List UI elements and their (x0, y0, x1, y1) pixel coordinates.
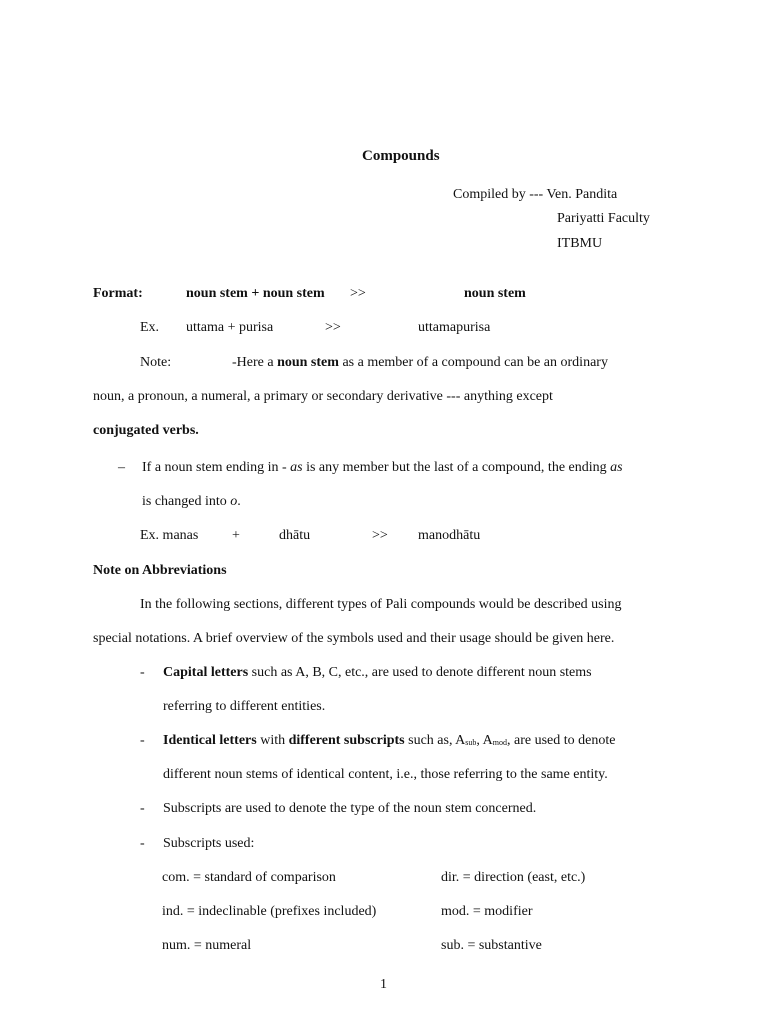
note-line3: conjugated verbs. (93, 423, 199, 438)
note-line2: noun, a pronoun, a numeral, a primary or secondary derivative --- anything except (93, 389, 553, 404)
rule-text: . (237, 494, 241, 509)
note-line1 (232, 356, 608, 370)
bullet1-line1 (163, 666, 592, 680)
section-heading: Note on Abbreviations (93, 563, 227, 578)
bullet2-text: , are used to denote (507, 733, 616, 748)
example1-input: uttama + purisa (186, 320, 274, 335)
bullet1-text: such as A, B, C, etc., are used to denote different noun stems (248, 665, 592, 680)
page-number: 1 (380, 977, 387, 992)
note-label: Note: (140, 355, 172, 370)
bullet2-text: , A (476, 733, 493, 748)
intro-line2: special notations. A brief overview of the symbols used and their usage should be given here. (93, 631, 615, 646)
example1-prefix: Ex. (140, 320, 160, 335)
rule-line2 (142, 495, 241, 509)
bullet-marker: - (140, 801, 145, 816)
rule-text: is changed into (142, 494, 231, 509)
format-result: noun stem (464, 286, 526, 301)
bullet-marker: - (140, 665, 145, 680)
bullet2-text: such as, A (404, 733, 466, 748)
subscript-def: com. = standard of comparison (162, 870, 336, 885)
format-formula: noun stem + noun stem (186, 286, 325, 301)
rule-text: is any member but the last of a compound, the ending (302, 460, 611, 475)
example2-result: manodhātu (418, 528, 481, 543)
bullet-marker: - (140, 733, 145, 748)
example1-arrow: >> (325, 320, 341, 335)
compiled-institute: ITBMU (557, 236, 603, 251)
subscript-def: mod. = modifier (441, 904, 533, 919)
format-arrow: >> (350, 286, 366, 301)
rule-italic: as (610, 460, 623, 475)
subscript-def: num. = numeral (162, 938, 252, 953)
note-text: -Here a (232, 355, 278, 370)
intro-line1: In the following sections, different types of Pali compounds would be described using (140, 597, 622, 612)
rule-dash: – (118, 460, 125, 475)
example2-prefix: Ex. manas (140, 528, 199, 543)
rule-italic: as (290, 460, 303, 475)
subscript-def: dir. = direction (east, etc.) (441, 870, 586, 885)
compiled-faculty: Pariyatti Faculty (557, 211, 650, 226)
note-text: as a member of a compound can be an ordinary (338, 355, 608, 370)
note-bold-term: noun stem (277, 355, 339, 370)
example1-result: uttamapurisa (418, 320, 491, 335)
bullet-marker: - (140, 836, 145, 851)
example2-plus: + (232, 528, 240, 543)
compiled-by: Compiled by --- Ven. Pandita (453, 187, 618, 202)
subscript: mod (492, 738, 507, 747)
example2-arrow: >> (372, 528, 388, 543)
bullet2-line1 (163, 734, 615, 748)
bullet4-text: Subscripts used: (163, 836, 255, 851)
page-title: Compounds (362, 148, 440, 164)
subscript-def: sub. = substantive (441, 938, 542, 953)
bullet2-text: with (256, 733, 289, 748)
rule-line1 (142, 461, 623, 475)
example2-word: dhātu (279, 528, 311, 543)
bullet1-bold: Capital letters (163, 665, 249, 680)
rule-italic: o (230, 494, 238, 509)
subscript: sub (465, 738, 477, 747)
format-label: Format: (93, 286, 143, 301)
bullet1-line2: referring to different entities. (163, 699, 326, 714)
subscript-def: ind. = indeclinable (prefixes included) (162, 904, 377, 919)
bullet2-bold: Identical letters (163, 733, 257, 748)
rule-text: If a noun stem ending in - (142, 460, 291, 475)
bullet2-line2: different noun stems of identical content, i.e., those referring to the same entity. (163, 767, 608, 782)
bullet3-text: Subscripts are used to denote the type of the noun stem concerned. (163, 801, 537, 816)
bullet2-bold: different subscripts (288, 733, 405, 748)
